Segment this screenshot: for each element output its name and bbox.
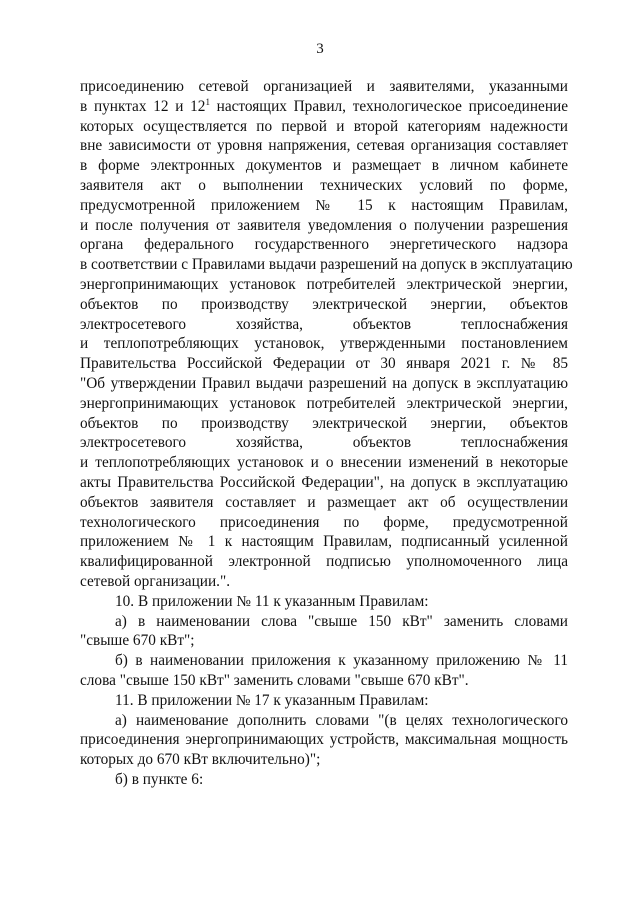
- text-line: "Об утверждении Правил выдачи разрешений на допуск в эксплуатацию: [80, 374, 568, 392]
- item-10: [80, 592, 568, 612]
- text-line: которых осуществляется по первой и второй категориям надежности: [80, 117, 568, 135]
- text-line: присоединению сетевой организацией и заявителями, указанными: [80, 78, 568, 95]
- text-line: объектов по производству электрической энергии, объектов: [80, 295, 568, 313]
- superscript: 1: [205, 96, 210, 107]
- text-line: слова "свыше 150 кВт" заменить словами "свыше 670 кВт".: [80, 671, 469, 689]
- text-line: Правительства Российской Федерации от 30 января 2021 г. № 85: [80, 355, 568, 373]
- item-11-b: [80, 770, 568, 790]
- item-10-a: [80, 612, 568, 652]
- text-line: органа федерального государственного энергетического надзора: [80, 236, 568, 254]
- item-heading: 11. В приложении № 17 к указанным Правилам:: [115, 691, 429, 709]
- text-line: в соответствии с Правилами выдачи разрешений на допуск в эксплуатацию: [80, 256, 573, 274]
- text-line: сетевой организации.".: [80, 572, 231, 590]
- text-line: б) в наименовании приложения к указанному приложению № 11: [115, 652, 568, 670]
- text-line: присоединения энергопринимающих устройств, максимальная мощность: [80, 731, 568, 749]
- document-body: [80, 77, 573, 790]
- page-number: 3: [316, 41, 324, 57]
- item-11: [80, 691, 568, 711]
- item-11-a: [80, 711, 568, 770]
- text-line: заявителя акт о выполнении технических условий по форме,: [80, 176, 568, 194]
- text-line: квалифицированной электронной подписью уполномоченного лица: [80, 553, 568, 571]
- text-line: б) в пункте 6:: [115, 770, 204, 788]
- text-line: а) наименование дополнить словами "(в целях технологического: [115, 711, 568, 729]
- paragraph-continued: [80, 77, 573, 592]
- text-line: технологического присоединения по форме, предусмотренной: [80, 513, 568, 531]
- text-segment: настоящих Правил, технологическое присоединение: [209, 97, 568, 115]
- text-line: и теплопотребляющих установок и о внесении изменений в некоторые: [80, 454, 568, 472]
- text-segment: в пунктах 12 и 12: [80, 97, 206, 115]
- text-line: а) в наименовании слова "свыше 150 кВт" заменить словами: [115, 612, 568, 630]
- text-line: электросетевого хозяйства, объектов теплоснабжения: [80, 315, 568, 333]
- text-line: которых до 670 кВт включительно)";: [80, 751, 321, 769]
- text-line: акты Правительства Российской Федерации", на допуск в эксплуатацию: [80, 473, 568, 491]
- text-line: электросетевого хозяйства, объектов теплоснабжения: [80, 434, 568, 452]
- item-10-b: [80, 651, 568, 691]
- text-line: объектов заявителя составляет и размещает акт об осуществлении: [80, 493, 568, 511]
- text-line: предусмотренной приложением № 15 к настоящим Правилам,: [80, 196, 568, 214]
- text-line: и после получения от заявителя уведомления о получении разрешения: [80, 216, 568, 234]
- item-heading: 10. В приложении № 11 к указанным Правилам:: [115, 592, 429, 610]
- text-line-with-superscript: [80, 97, 568, 117]
- text-line: и теплопотребляющих установок, утвержденными постановлением: [80, 335, 568, 353]
- text-line: вне зависимости от уровня напряжения, сетевая организация составляет: [80, 137, 568, 155]
- text-line: приложением № 1 к настоящим Правилам, подписанный усиленной: [80, 533, 568, 551]
- text-line: "свыше 670 кВт";: [80, 632, 195, 650]
- text-line: объектов по производству электрической энергии, объектов: [80, 414, 568, 432]
- text-line: в форме электронных документов и размещает в личном кабинете: [80, 157, 568, 175]
- text-line: энергопринимающих установок потребителей электрической энергии,: [80, 394, 568, 412]
- text-line: энергопринимающих установок потребителей электрической энергии,: [80, 275, 568, 293]
